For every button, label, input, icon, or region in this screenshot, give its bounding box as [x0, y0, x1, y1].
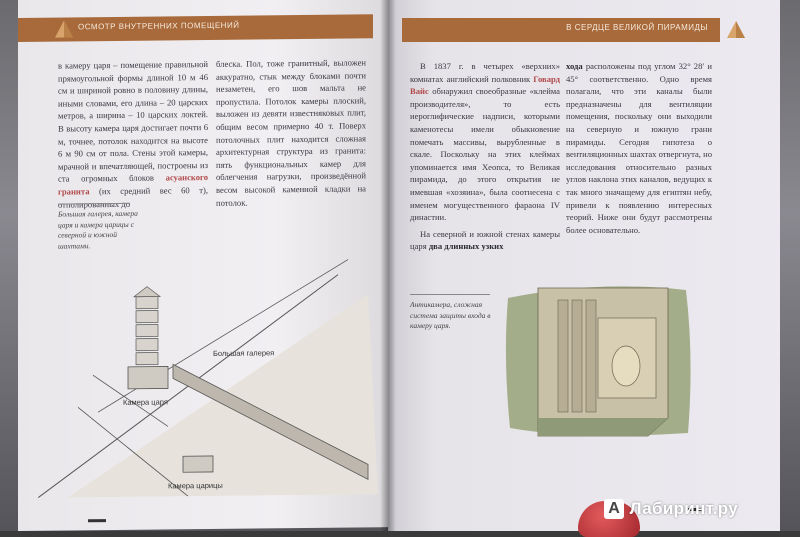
highlight-granite: асуанского гранита	[58, 172, 209, 197]
pyramid-section-diagram	[38, 254, 388, 498]
highlight-name: Говард Вайс	[410, 73, 561, 97]
pyramid-icon	[54, 19, 74, 39]
right-p1-b: обнаружил своеобразные «клейма производителя», то есть иероглифические надписи, которыми каменотесы имели обыкновение помечать массивы, вырубленные в скале. Поскольку на этих клеймах упоминается имя Хеопса, то Великая пирамида, до этого открытия не имевшая «хозяина», была соотнесена с именем могущественного фараона IV династии.	[410, 86, 560, 223]
watermark-logo: А	[604, 499, 624, 519]
granite-slab	[586, 300, 596, 412]
header-band-left	[18, 14, 373, 42]
label-king-chamber: Камера царя	[123, 397, 168, 407]
left-figure-caption: Большая галерея, камера царя и камера царицы с северной и южной шахтами.	[58, 208, 138, 251]
king-chamber-shape	[128, 366, 168, 388]
relieving-chambers	[134, 287, 160, 365]
left-header-title: ОСМОТР ВНУТРЕННИХ ПОМЕЩЕНИЙ	[78, 20, 240, 32]
left-text-column-1	[58, 58, 208, 215]
granite-slab	[558, 300, 568, 412]
right-p1-a: В 1837 г. в четырех «верхних» комнатах английский полковник	[410, 61, 560, 84]
right-p2-a: На северной и южной стенах камеры царя	[410, 228, 560, 252]
queen-chamber-shape	[183, 456, 213, 472]
highlight-two-shafts: два длинных узких	[428, 241, 504, 252]
boss-stone	[612, 346, 640, 386]
highlight-passage: хода	[566, 61, 583, 71]
right-col2-text: расположены под углом 32° 28′ и 45° соответственно. Одно время полагали, что эти каналы были предназначены для вентиляции помещения, поскольку они выходили на северную и южную грани пирамиды. Сегодня гипотеза о вентиляционных шахтах отвергнута, но исследования относительно разных углов наклона этих каналов, ведущих к так много значащему для египтян небу, привели к появлению интересных теорий. Ниже они будут рассмотрены более основательно.	[566, 61, 713, 235]
right-header-title: В СЕРДЦЕ ВЕЛИКОЙ ПИРАМИДЫ	[566, 23, 708, 32]
caption-rule-right	[410, 294, 490, 295]
pyramid-icon	[726, 20, 746, 40]
granite-slab	[572, 300, 582, 412]
left-page	[18, 0, 388, 531]
left-text-column-2	[216, 56, 366, 213]
left-page-footer-mark	[88, 519, 106, 522]
right-figure-caption: Антикамера, сложная система защиты входа в камеру царя.	[410, 300, 491, 330]
label-gallery: Большая галерея	[213, 348, 275, 358]
right-text-column-2	[566, 60, 712, 240]
floor-shadow	[538, 418, 668, 436]
book-gutter	[380, 0, 396, 531]
header-band-right	[402, 18, 720, 42]
left-col1-text: в камеру царя – помещение правильной прямоугольной формы длиной 10 м 46 см и шириной ровно в половину длины, иными словами, его длина – 20 царских метров, а ширина – 10 царских локтей. В высоту камера царя достигает почти 6 м, точнее, потолок находится на высоте 6 м 90 см от пола. Стены этой камеры, мрачной и впечатляющей, построены из ста огромных блоков	[58, 59, 208, 184]
watermark-text: Лабиринт.ру	[629, 499, 738, 518]
antechamber-illustration	[498, 278, 698, 443]
right-text-column-1	[410, 60, 560, 257]
label-queen-chamber: Камера царицы	[168, 480, 223, 491]
right-page	[388, 0, 780, 531]
left-col1-tail: (их средний вес 60 т),	[99, 184, 208, 197]
left-col2-text: блеска. Пол, тоже гранитный, выложен аккуратно, стык между блоками почти незаметен, его шов мальта не пропустила. Потолок камеры плоский, выложен из девяти известняковых плит, общим весом примерно 40 т. Поверх потолочных плит находится сложная архитектурная структура из гранита: пять функциональных камер для облегчения нагрузки, произведённой весом высокой каменной кладки на потолок.	[216, 57, 366, 208]
